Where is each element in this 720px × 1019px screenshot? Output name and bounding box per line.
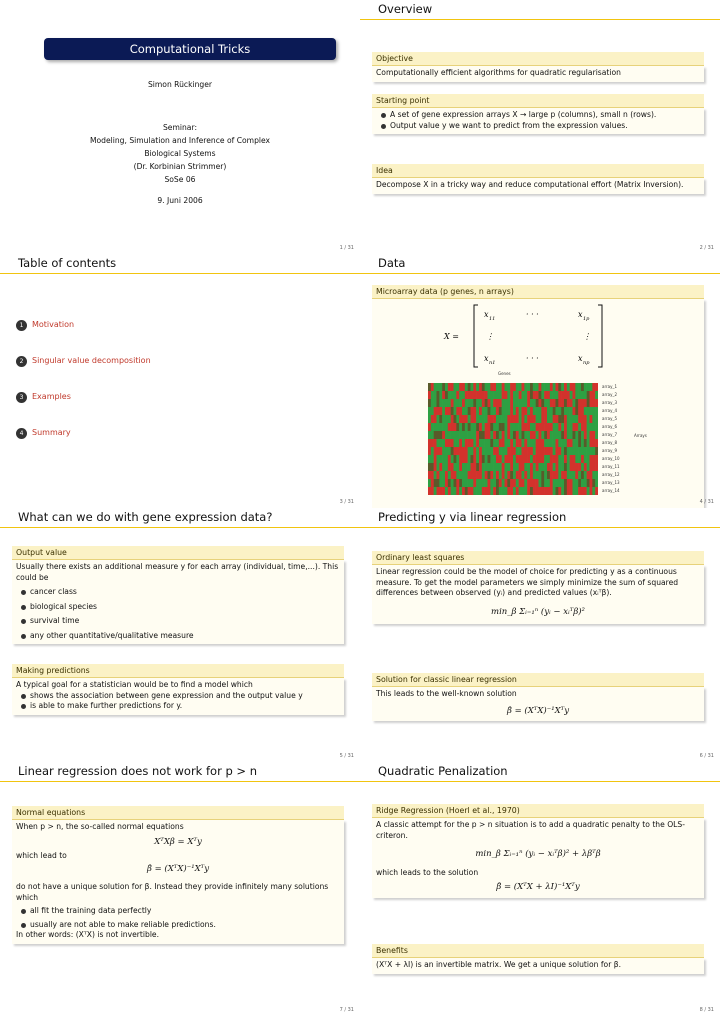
list-item: all fit the training data perfectly bbox=[30, 906, 340, 917]
cover-seminar-1: Seminar: bbox=[162, 123, 197, 132]
slide-7-p-greater-n bbox=[0, 762, 360, 1016]
block-body: Usually there exists an additional measure y for each array (individual, time,...). This could be cancer class biological species survival time any other quantitative/qualitative measure bbox=[12, 560, 344, 644]
array-label: array_2 bbox=[602, 392, 618, 397]
list-item: any other quantitative/qualitative measure bbox=[30, 631, 340, 642]
block-body bbox=[372, 299, 704, 508]
block-body: This leads to the well-known solution β̂ = (XᵀX)⁻¹Xᵀy bbox=[372, 687, 704, 721]
normal-equation: XᵀXβ = Xᵀy bbox=[154, 836, 202, 847]
block-head: Idea bbox=[372, 164, 704, 178]
solution-equation: β̂ = (XᵀX)⁻¹Xᵀy bbox=[506, 705, 570, 716]
list-item: is able to make further predictions for y. bbox=[30, 701, 340, 712]
toc-number-icon: 4 bbox=[16, 428, 27, 439]
ols-block bbox=[372, 551, 704, 624]
block-body bbox=[372, 108, 704, 134]
heatmap-image bbox=[428, 383, 598, 495]
slide-5-gene-expression bbox=[0, 508, 360, 762]
microarray-block bbox=[372, 285, 704, 508]
svg-text:⋮: ⋮ bbox=[583, 332, 591, 341]
ols-equation: min_β Σᵢ₌₁ⁿ (yᵢ − xᵢᵀβ)² bbox=[491, 606, 585, 617]
idea-block bbox=[372, 164, 704, 194]
block-body: Decompose X in a tricky way and reduce computational effort (Matrix Inversion). bbox=[372, 178, 704, 194]
array-label: array_11 bbox=[602, 464, 620, 469]
svg-text:x: x bbox=[484, 310, 489, 319]
list-item: shows the association between gene expression and the output value y bbox=[30, 691, 340, 702]
cover-seminar-5: SoSe 06 bbox=[164, 175, 196, 184]
ridge-block bbox=[372, 804, 704, 898]
benefits-block bbox=[372, 944, 704, 974]
slide-title: Quadratic Penalization bbox=[360, 762, 720, 782]
normal-solution: β̂ = (XᵀX)⁻¹Xᵀy bbox=[146, 863, 210, 874]
list-item: survival time bbox=[30, 616, 340, 627]
slide-title: Table of contents bbox=[0, 254, 360, 274]
array-label: array_10 bbox=[602, 456, 620, 461]
cover-seminar-2: Modeling, Simulation and Inference of Complex bbox=[89, 136, 271, 145]
list-item: A set of gene expression arrays X → large p (columns), small n (rows). bbox=[390, 110, 700, 121]
block-head: Benefits bbox=[372, 944, 704, 958]
toc-item[interactable]: 4 Summary bbox=[16, 428, 71, 439]
array-label: array_12 bbox=[602, 472, 620, 477]
array-label: array_5 bbox=[602, 416, 618, 421]
predictions-block bbox=[12, 664, 344, 715]
array-label: array_13 bbox=[602, 480, 620, 485]
list-item: cancer class bbox=[30, 587, 340, 598]
cover-seminar-3: Biological Systems bbox=[144, 149, 216, 158]
toc-number-icon: 3 bbox=[16, 392, 27, 403]
array-label: array_4 bbox=[602, 408, 618, 413]
svg-text:x: x bbox=[484, 354, 489, 363]
svg-text:1p: 1p bbox=[583, 316, 590, 322]
block-body: Computationally efficient algorithms for quadratic regularisation bbox=[372, 66, 704, 82]
toc-item[interactable]: 1 Motivation bbox=[16, 320, 74, 331]
svg-text:11: 11 bbox=[489, 316, 496, 322]
genes-label: Genes bbox=[498, 371, 511, 376]
page-number: 2 / 31 bbox=[699, 245, 714, 251]
svg-text:· · ·: · · · bbox=[526, 310, 539, 319]
page-number: 1 / 31 bbox=[339, 245, 354, 251]
block-body: A classic attempt for the p > n situation is to add a quadratic penalty to the OLS-criteron. min_β Σᵢ₌₁ⁿ (yᵢ − xᵢᵀβ)² + λβᵀβ which leads to the solution β̂ = (XᵀX + λI)⁻¹Xᵀy bbox=[372, 818, 704, 898]
array-labels bbox=[602, 383, 620, 495]
block-head: Solution for classic linear regression bbox=[372, 673, 704, 687]
objective-block bbox=[372, 52, 704, 82]
slide-2-overview bbox=[360, 0, 720, 254]
cover-title: Computational Tricks bbox=[44, 38, 336, 60]
array-label: array_8 bbox=[602, 440, 618, 445]
block-head: Starting point bbox=[372, 94, 704, 108]
svg-text:np: np bbox=[583, 360, 590, 366]
slide-4-data bbox=[360, 254, 720, 508]
page-number: 4 / 31 bbox=[699, 499, 714, 505]
toc-item[interactable]: 3 Examples bbox=[16, 392, 71, 403]
cover-seminar-4: (Dr. Korbinian Strimmer) bbox=[133, 162, 227, 171]
block-head: Ridge Regression (Hoerl et al., 1970) bbox=[372, 804, 704, 818]
toc-number-icon: 1 bbox=[16, 320, 27, 331]
array-label: array_7 bbox=[602, 432, 618, 437]
slide-title: Linear regression does not work for p > n bbox=[0, 762, 360, 782]
slide-6-linear-regression bbox=[360, 508, 720, 762]
list-item: usually are not able to make reliable predictions. bbox=[30, 920, 340, 931]
svg-text:x: x bbox=[578, 354, 583, 363]
output-value-block bbox=[12, 546, 344, 644]
array-label: array_9 bbox=[602, 448, 618, 453]
slide-title: Data bbox=[360, 254, 720, 274]
cover-date: 9. Juni 2006 bbox=[157, 196, 203, 205]
block-head: Making predictions bbox=[12, 664, 344, 678]
svg-text:n1: n1 bbox=[489, 360, 496, 366]
array-label: array_6 bbox=[602, 424, 618, 429]
block-head: Output value bbox=[12, 546, 344, 560]
ridge-equation: min_β Σᵢ₌₁ⁿ (yᵢ − xᵢᵀβ)² + λβᵀβ bbox=[475, 849, 601, 859]
array-label: array_14 bbox=[602, 488, 620, 493]
starting-point-block bbox=[372, 94, 704, 134]
svg-text:x: x bbox=[578, 310, 583, 319]
svg-text:X =: X = bbox=[444, 332, 459, 341]
page-number: 6 / 31 bbox=[699, 753, 714, 759]
array-label: array_3 bbox=[602, 400, 618, 405]
list-item: biological species bbox=[30, 602, 340, 613]
block-body: When p > n, the so-called normal equations XᵀXβ = Xᵀy which lead to β̂ = (XᵀX)⁻¹Xᵀy do not have a unique solution for β. Instead they provide infinitely many solutions which all fit the training data perfectly usually are not able to make reliable predictions. In other words: (XᵀX) is not invertible. bbox=[12, 820, 344, 944]
page-number: 3 / 31 bbox=[339, 499, 354, 505]
block-body: A typical goal for a statistician would be to find a model which shows the association between gene expression and the output value y is able to make further predictions for y. bbox=[12, 678, 344, 715]
toc-item[interactable]: 2 Singular value decomposition bbox=[16, 356, 151, 367]
block-body: Linear regression could be the model of choice for predicting y as a continuous measure. To get the model parameters we simply minimize the sum of squared differences between observed (yᵢ) and predicted values (xᵢᵀβ). min_β Σᵢ₌₁ⁿ (yᵢ − xᵢᵀβ)² bbox=[372, 565, 704, 624]
cover-author: Simon Rückinger bbox=[147, 80, 213, 89]
arrays-side-label: Arrays bbox=[634, 433, 647, 438]
slide-1-cover bbox=[0, 0, 360, 254]
slide-8-quadratic-penalization bbox=[360, 762, 720, 1016]
page-number: 7 / 31 bbox=[339, 1007, 354, 1013]
svg-text:· · ·: · · · bbox=[526, 354, 539, 363]
ridge-solution: β̂ = (XᵀX + λI)⁻¹Xᵀy bbox=[496, 882, 580, 892]
toc-number-icon: 2 bbox=[16, 356, 27, 367]
slide-3-toc bbox=[0, 254, 360, 508]
solution-block bbox=[372, 673, 704, 721]
matrix-X bbox=[438, 301, 638, 371]
svg-text:⋮: ⋮ bbox=[486, 332, 494, 341]
list-item: Output value y we want to predict from the expression values. bbox=[390, 121, 700, 132]
normal-equations-block bbox=[12, 806, 344, 944]
page-number: 5 / 31 bbox=[339, 753, 354, 759]
slide-title: What can we do with gene expression data? bbox=[0, 508, 360, 528]
block-head: Ordinary least squares bbox=[372, 551, 704, 565]
slide-title: Predicting y via linear regression bbox=[360, 508, 720, 528]
block-head: Objective bbox=[372, 52, 704, 66]
block-head: Normal equations bbox=[12, 806, 344, 820]
block-body: (XᵀX + λI) is an invertible matrix. We get a unique solution for β. bbox=[372, 958, 704, 974]
page-number: 8 / 31 bbox=[699, 1007, 714, 1013]
block-head: Microarray data (p genes, n arrays) bbox=[372, 285, 704, 299]
array-label: array_1 bbox=[602, 384, 618, 389]
slide-title: Overview bbox=[360, 0, 720, 20]
